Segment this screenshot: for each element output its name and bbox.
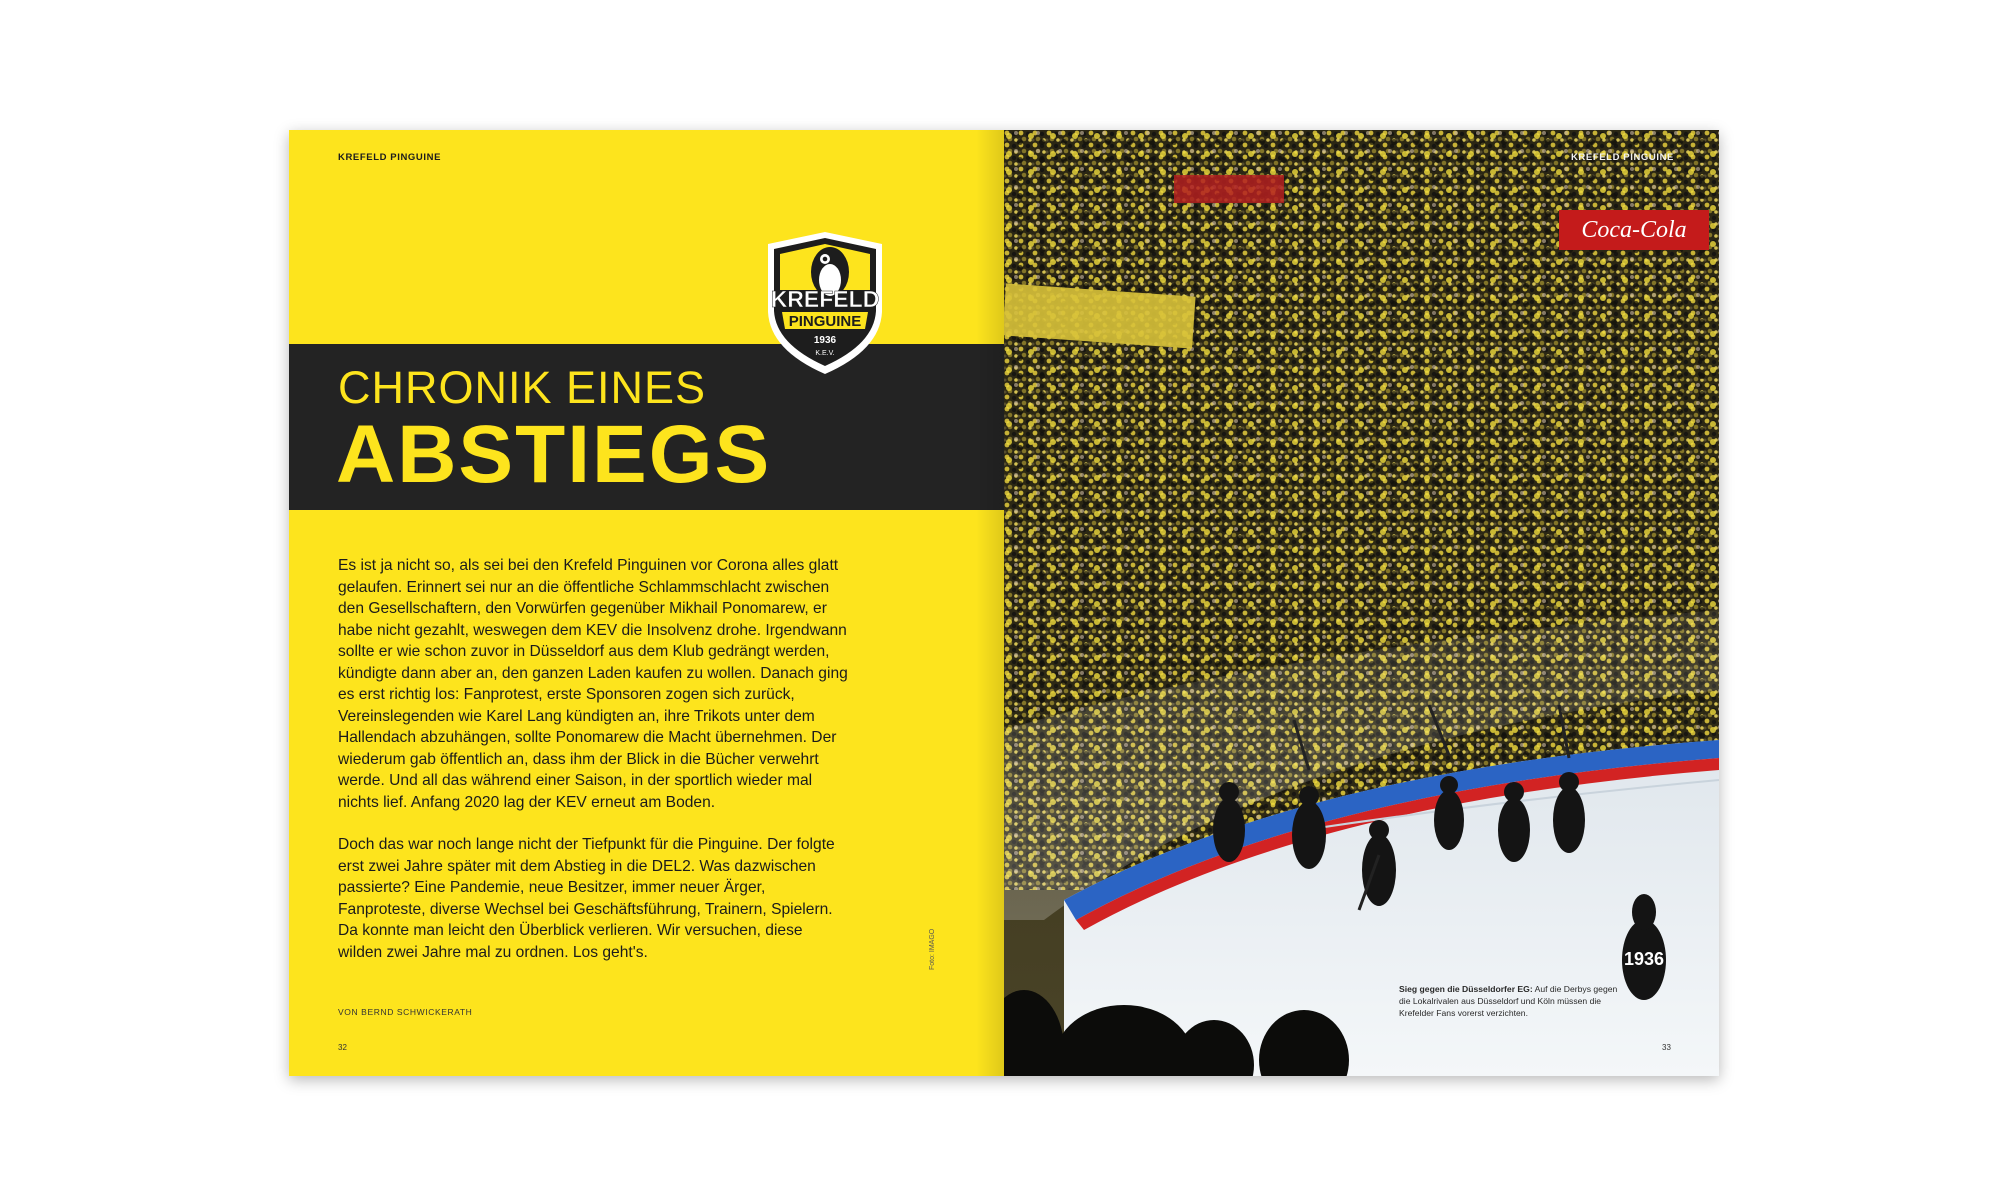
- logo-text-bottom: PINGUINE: [788, 313, 862, 330]
- title-line-2: ABSTIEGS: [336, 409, 772, 500]
- logo-year: 1936: [813, 335, 837, 346]
- arena-photo: [1004, 130, 1719, 1076]
- paragraph-2: Doch das war noch lange nicht der Tiefpunkt für die Pinguine. Der folgte erst zwei Jahre später mit dem Abstieg in die DEL2. Was dazwischen passierte? Eine Pandemie, neue Besitzer, immer neuer Ärger, Fanproteste, diverse Wechsel bei Geschäftsführung, Trainern, Spielern. Da konnte man leicht den Überblick verlieren. Wir versuchen, diese wilden zwei Jahre mal zu ordnen. Los geht's.: [338, 836, 835, 961]
- page-number-left: 32: [338, 1043, 347, 1052]
- title-line-1: CHRONIK EINES: [338, 362, 707, 413]
- left-page: [289, 130, 1004, 1076]
- magazine-spread: [289, 130, 1719, 1076]
- photo-credit: Foto: IMAGO: [929, 928, 936, 970]
- caption-text: Auf die Derbys gegen die Lokalrivalen aus Düsseldorf und Köln müssen die Krefelder Fans vorerst verzichten.: [1399, 984, 1618, 1018]
- running-head-right: KREFELD PINGUINE: [1570, 152, 1674, 163]
- mascot-number: 1936: [1623, 949, 1665, 969]
- penguin-shield-logo-icon: [764, 228, 886, 378]
- paragraph-1: Es ist ja nicht so, als sei bei den Krefeld Pinguinen vor Corona alles glatt gelaufen. Erinnert sei nur an die öffentliche Schlammschlacht zwischen den Gesellschaftern, den Vorwürfen gegenüber Mikhail Ponomarew, er habe nicht gezahlt, weswegen dem KEV die Insolvenz drohe. Irgendwann sollte er wie schon zuvor in Düsseldorf aus dem Klub gedrängt werden, kündigte dann aber an, den ganzen Laden kaufen zu wollen. Danach ging es erst richtig los: Fanprotest, erste Sponsoren zogen sich zurück, Vereinslegenden wie Karel Lang kündigten an, ihre Trikots unter dem Hallendach abzuhängen, sollte Ponomarew die Macht übernehmen. Der wiederum gab öffentlich an, dass ihm der Blick in die Bücher verwehrt werde. Und all das während einer Saison, in der sportlich wieder mal nichts lief. Anfang 2020 lag der KEV erneut am Boden.: [338, 557, 848, 811]
- byline: VON BERND SCHWICKERATH: [338, 1007, 473, 1017]
- title-band: [289, 344, 1004, 510]
- logo-text-top: KREFELD: [770, 286, 880, 312]
- coca-cola-banner-text: Coca-Cola: [1581, 217, 1687, 243]
- running-head-left: KREFELD PINGUINE: [338, 152, 442, 163]
- photo-caption: [1399, 983, 1619, 1019]
- logo-initials: K.E.V.: [815, 350, 835, 357]
- article-body: [338, 555, 848, 984]
- page-number-right: 33: [1662, 1043, 1671, 1052]
- caption-lead: Sieg gegen die Düsseldorfer EG:: [1399, 984, 1533, 994]
- right-page: [1004, 130, 1719, 1076]
